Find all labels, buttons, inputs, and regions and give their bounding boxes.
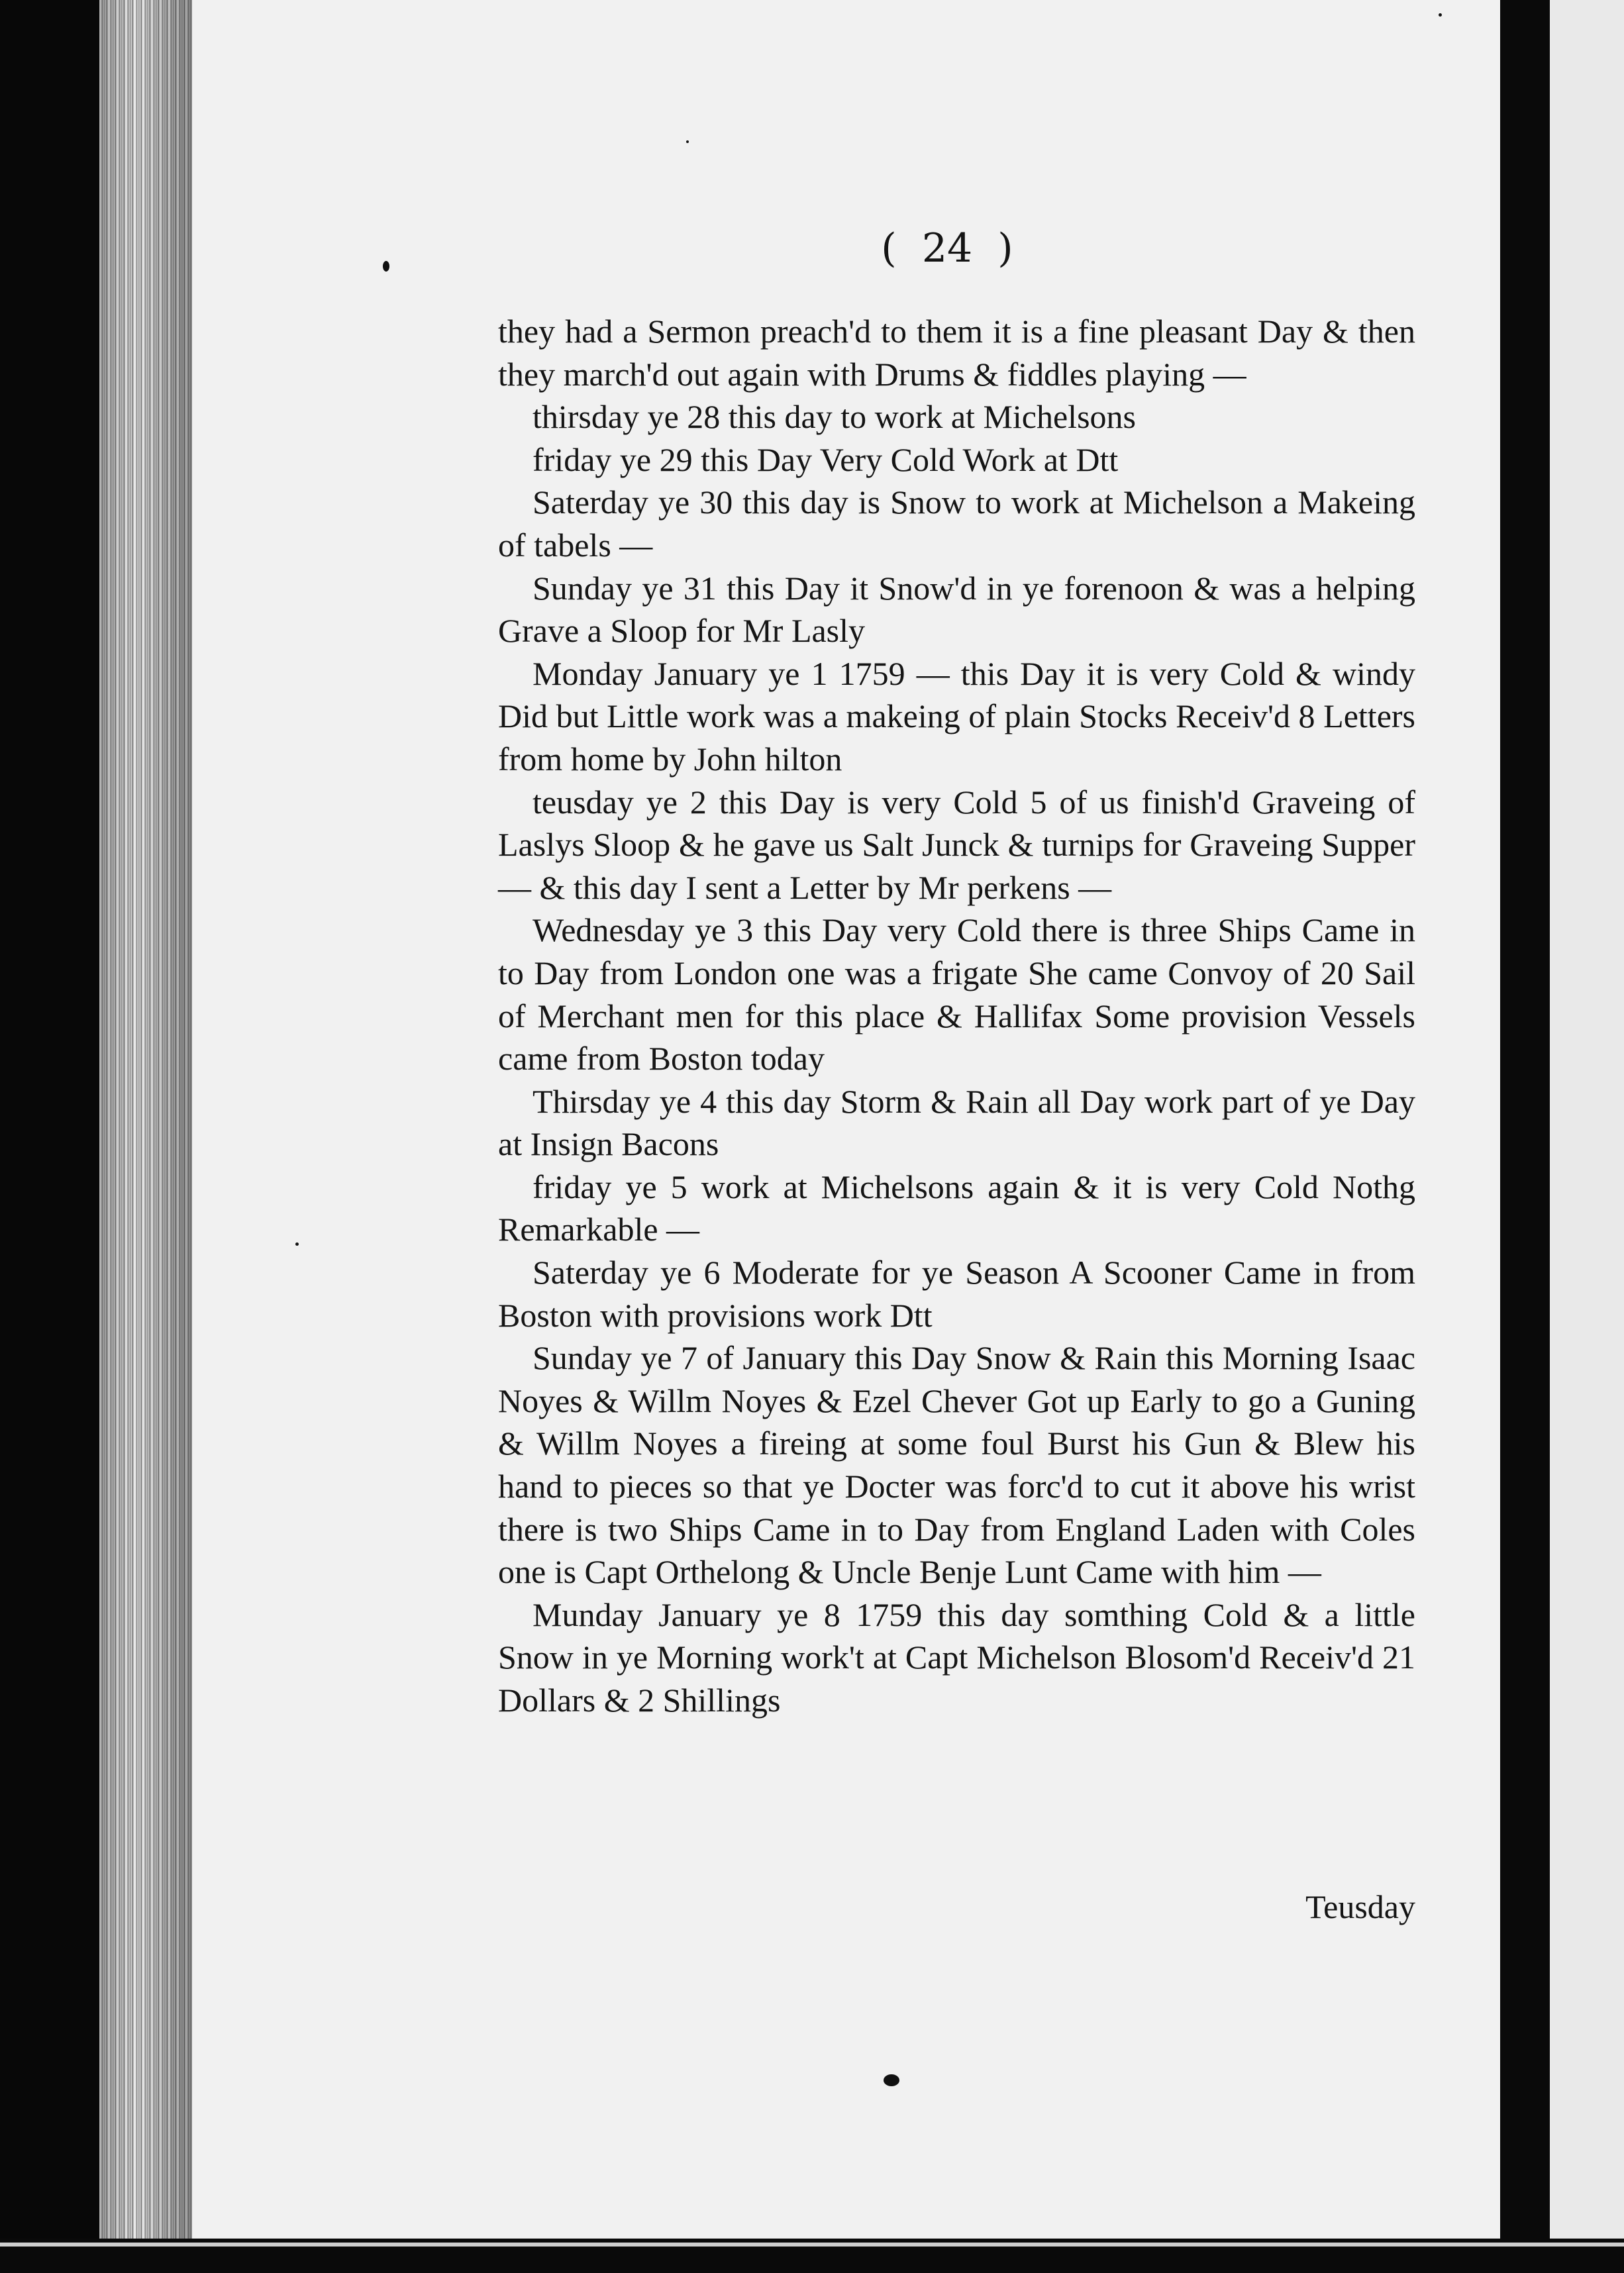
dust-speck xyxy=(295,1242,299,1246)
scan-left-margin xyxy=(0,0,99,2273)
dust-speck xyxy=(884,2074,899,2086)
page-number: ( 24 ) xyxy=(881,225,1013,272)
facing-page-edge xyxy=(1550,0,1624,2239)
journal-text xyxy=(498,310,1415,1722)
journal-entry: friday ye 5 work at Michelsons again & it is very Cold Nothg Remarkable — xyxy=(498,1168,1415,1248)
dust-speck xyxy=(1439,13,1442,17)
journal-entry: thirsday ye 28 this day to work at Michelsons xyxy=(533,398,1136,436)
dust-speck xyxy=(686,140,689,143)
catchword: Teusday xyxy=(1305,1888,1415,1925)
journal-entry: Munday January ye 8 1759 this day somthing Cold & a little Snow in ye Morning work't at Capt Michelson Blosom'd Receiv'd 21 Dollars & 2 Shillings xyxy=(498,1595,1415,1719)
book-page-edges xyxy=(99,0,192,2239)
dust-speck xyxy=(383,261,389,272)
journal-entry: friday ye 29 this Day Very Cold Work at Dtt xyxy=(533,440,1119,478)
journal-entry: Wednesday ye 3 this Day very Cold there is three Ships Came in to Day from London one was a frigate She came Convoy of 20 Sail of Merchant men for this place & Hallifax Some provision Vessels came from Boston today xyxy=(498,911,1415,1078)
scan-bottom-margin xyxy=(0,2239,1624,2273)
journal-entry: Saterday ye 30 this day is Snow to work at Michelson a Makeing of tabels — xyxy=(498,483,1415,564)
journal-entry: Saterday ye 6 Moderate for ye Season A Scooner Came in from Boston with provisions work Dtt xyxy=(498,1254,1415,1334)
journal-entry: teusday ye 2 this Day is very Cold 5 of us finish'd Graveing of Laslys Sloop & he gave us Salt Junck & turnips for Graveing Supper — & this day I sent a Letter by Mr perkens — xyxy=(498,783,1415,906)
journal-paragraph: they had a Sermon preach'd to them it is a fine pleasant Day & then they march'd out again with Drums & fiddles playing — xyxy=(498,313,1415,393)
journal-entry: Sunday ye 7 of January this Day Snow & Rain this Morning Isaac Noyes & Willm Noyes & Ezel Chever Got up Early to go a Guning & Willm Noyes a fireing at some foul Burst his Gun & Blew his hand to pieces so that ye Docter was forc'd to cut it above his wrist there is two Ships Came in to Day from England Laden with Coles one is Capt Orthelong & Uncle Benje Lunt Came with him — xyxy=(498,1339,1415,1591)
journal-entry: Thirsday ye 4 this day Storm & Rain all Day work part of ye Day at Insign Bacons xyxy=(498,1082,1415,1163)
journal-entry: Sunday ye 31 this Day it Snow'd in ye forenoon & was a helping Grave a Sloop for Mr Lasly xyxy=(498,569,1415,650)
scan-gutter xyxy=(1500,0,1550,2273)
journal-entry: Monday January ye 1 1759 — this Day it is very Cold & windy Did but Little work was a makeing of plain Stocks Receiv'd 8 Letters from home by John hilton xyxy=(498,654,1415,778)
